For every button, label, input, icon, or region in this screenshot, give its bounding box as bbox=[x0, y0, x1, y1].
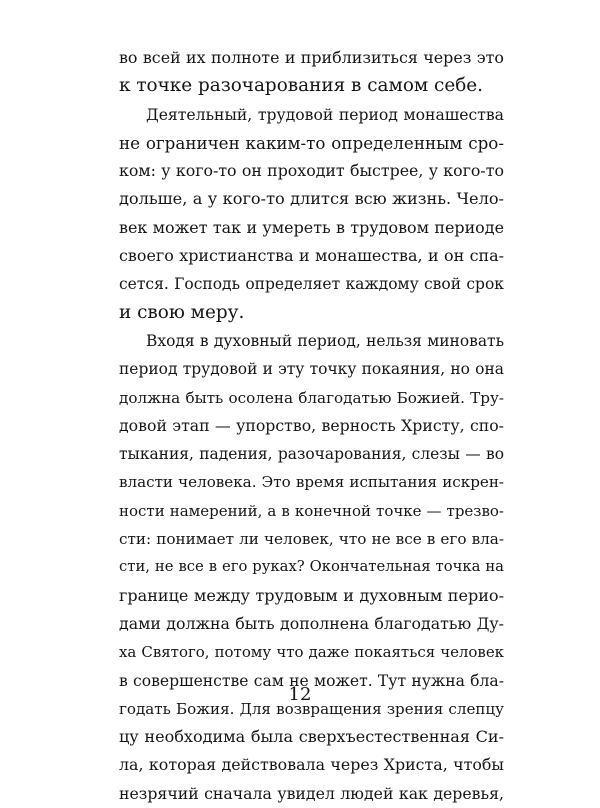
text-line: ла, которая действовала через Христа, чтобы bbox=[119, 755, 504, 775]
text-line: цу необходима была сверхъестественная Си- bbox=[119, 727, 504, 747]
text-line: Входя в духовный период, нельзя миновать bbox=[146, 331, 504, 350]
text-line: власти человека. Это время испытания искрен- bbox=[119, 473, 504, 492]
text-line: и свою меру. bbox=[119, 301, 245, 323]
text-line: не ограничен каким-то определенным сро- bbox=[119, 132, 504, 153]
text-line: ком: у кого-то он проходит быстрее, у кого-то bbox=[119, 161, 504, 181]
text-line: своего христианства и монашества, и он спа- bbox=[119, 246, 504, 266]
text-line: должна быть осолена благодатью Божией. Тру- bbox=[119, 388, 504, 407]
text-line: в совершенстве сам не может. Тут нужна бла- bbox=[119, 671, 504, 690]
text-line: к точке разочарования в самом себе. bbox=[119, 75, 484, 97]
text-line: довой этап — упорство, верность Христу, спо- bbox=[119, 415, 504, 435]
text-line: во всей их полноте и приблизиться через это bbox=[119, 48, 504, 67]
text-line: сти, не все в его руках? Окончательная точка на bbox=[119, 558, 504, 576]
text-line: век может так и умереть в трудовом периоде bbox=[119, 217, 504, 237]
page-number: 12 bbox=[288, 684, 312, 705]
text-line: Деятельный, трудовой период монашества bbox=[146, 105, 504, 124]
text-line: годать Божия. Для возвращения зрения слепцу bbox=[119, 699, 504, 718]
text-line: незрячий сначала увидел людей как деревья, bbox=[119, 783, 504, 803]
text-line: сется. Господь определяет каждому свой срок bbox=[119, 275, 504, 294]
text-line: тыкания, падения, разочарования, слезы — во bbox=[119, 445, 504, 464]
text-line: границе между трудовым и духовным перио- bbox=[119, 585, 504, 605]
text-line: период трудовой и эту точку покаяния, но она bbox=[119, 360, 504, 379]
text-line: сти: понимает ли человек, что не все в его вла- bbox=[119, 530, 504, 549]
text-line: дами должна быть дополнена благодатью Ду- bbox=[119, 613, 504, 633]
text-line: ности намерений, а в конечной точке — трезво- bbox=[119, 501, 504, 520]
text-line: ха Святого, потому что даже покаяться человек bbox=[119, 643, 504, 662]
text-line: дольше, а у кого-то длится всю жизнь. Чело- bbox=[119, 189, 504, 209]
